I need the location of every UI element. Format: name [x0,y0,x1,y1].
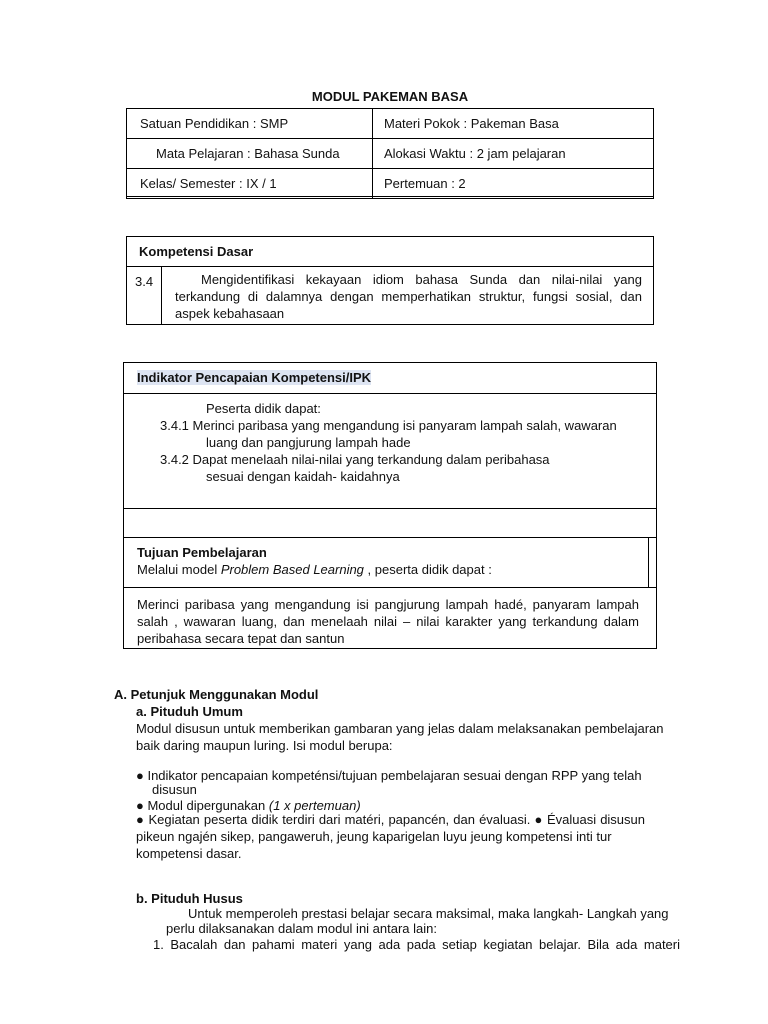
kompetensi-dasar-heading: Kompetensi Dasar [139,244,254,259]
tujuan-model-post: , peserta didik dapat : [363,562,492,577]
bullet-3-line: ● Kegiatan peserta didik terdiri dari matéri, papancén, dan évaluasi. ● Évaluasi disusun [136,812,645,827]
tujuan-model-name: Problem Based Learning [220,562,364,577]
bullet-2-text: ● Modul dipergunakan [136,798,269,813]
bullet-3 [136,811,645,862]
ipk-heading-text: Indikator Pencapaian Kompetensi/IPK [137,370,372,385]
husus-list-item-1: 1. Bacalah dan pahami materi yang ada pada setiap kegiatan belajar. Bila ada materi [153,937,680,952]
pituduh-husus-heading: b. Pituduh Husus [136,891,243,906]
ipk-item-2-cont: sesuai dengan kaidah- kaidahnya [206,469,400,484]
alokasi-waktu: Alokasi Waktu : 2 jam pelajaran [384,146,566,161]
kd-number: 3.4 [135,274,154,289]
ipk-heading [137,370,371,385]
bullet-3-line: pikeun ngajén sikep, pangaweruh, jeung kaparigelan luyu jeung kompetensi inti tur [136,829,612,844]
kd-line: aspek kebahasaan [175,306,285,321]
umum-p1-line1: Modul disusun untuk memberikan gambaran yang jelas dalam melaksanakan pembelajaran [136,721,664,736]
ipk-intro: Peserta didik dapat: [206,401,321,416]
tujuan-heading: Tujuan Pembelajaran [137,545,267,560]
tujuan-body-line: peribahasa secara tepat dan santun [137,631,345,646]
materi-pokok: Materi Pokok : Pakeman Basa [384,116,559,131]
pertemuan: Pertemuan : 2 [384,176,466,191]
tujuan-body-line: Merinci paribasa yang mengandung isi pangjurung lampah hadé, panyaram lampah [137,597,639,612]
bullet-2-italic: (1 x pertemuan) [268,798,361,813]
kd-line: terkandung di dalamnya dengan memperhatikan struktur, fungsi sosial, dan [175,289,642,304]
ipk-item-1-cont: luang dan pangjurung lampah hade [206,435,411,450]
pituduh-umum-heading: a. Pituduh Umum [136,704,243,719]
bullet-1-cont: disusun [152,782,197,797]
tujuan-model-pre: Melalui model [137,562,221,577]
tujuan-body [137,596,639,647]
kelas-semester: Kelas/ Semester : IX / 1 [140,176,277,191]
umum-p1-line2: baik daring maupun luring. Isi modul berupa: [136,738,393,753]
mata-pelajaran: Mata Pelajaran : Bahasa Sunda [156,146,340,161]
bullet-1: ● Indikator pencapaian kompeténsi/tujuan pembelajaran sesuai dengan RPP yang telah [136,768,642,783]
section-a-heading: A. Petunjuk Menggunakan Modul [114,687,319,702]
tujuan-model-line [137,561,492,578]
satuan-pendidikan: Satuan Pendidikan : SMP [140,116,289,131]
husus-p1-line2: perlu dilaksanakan dalam modul ini antara lain: [166,921,437,936]
kd-text [175,271,642,322]
kd-line: Mengidentifikasi kekayaan idiom bahasa Sunda dan nilai-nilai yang [201,272,642,287]
document-title: MODUL PAKEMAN BASA [311,89,469,104]
ipk-item-2: 3.4.2 Dapat menelaah nilai-nilai yang terkandung dalam peribahasa [160,452,550,467]
husus-p1-line1: Untuk memperoleh prestasi belajar secara maksimal, maka langkah- Langkah yang [188,906,669,921]
ipk-item-1: 3.4.1 Merinci paribasa yang mengandung isi panyaram lampah salah, wawaran [160,418,617,433]
tujuan-body-line: salah , wawaran luang, dan menelaah nilai – nilai karakter yang terkandung dalam [137,614,639,629]
bullet-3-line: kompetensi dasar. [136,846,242,861]
